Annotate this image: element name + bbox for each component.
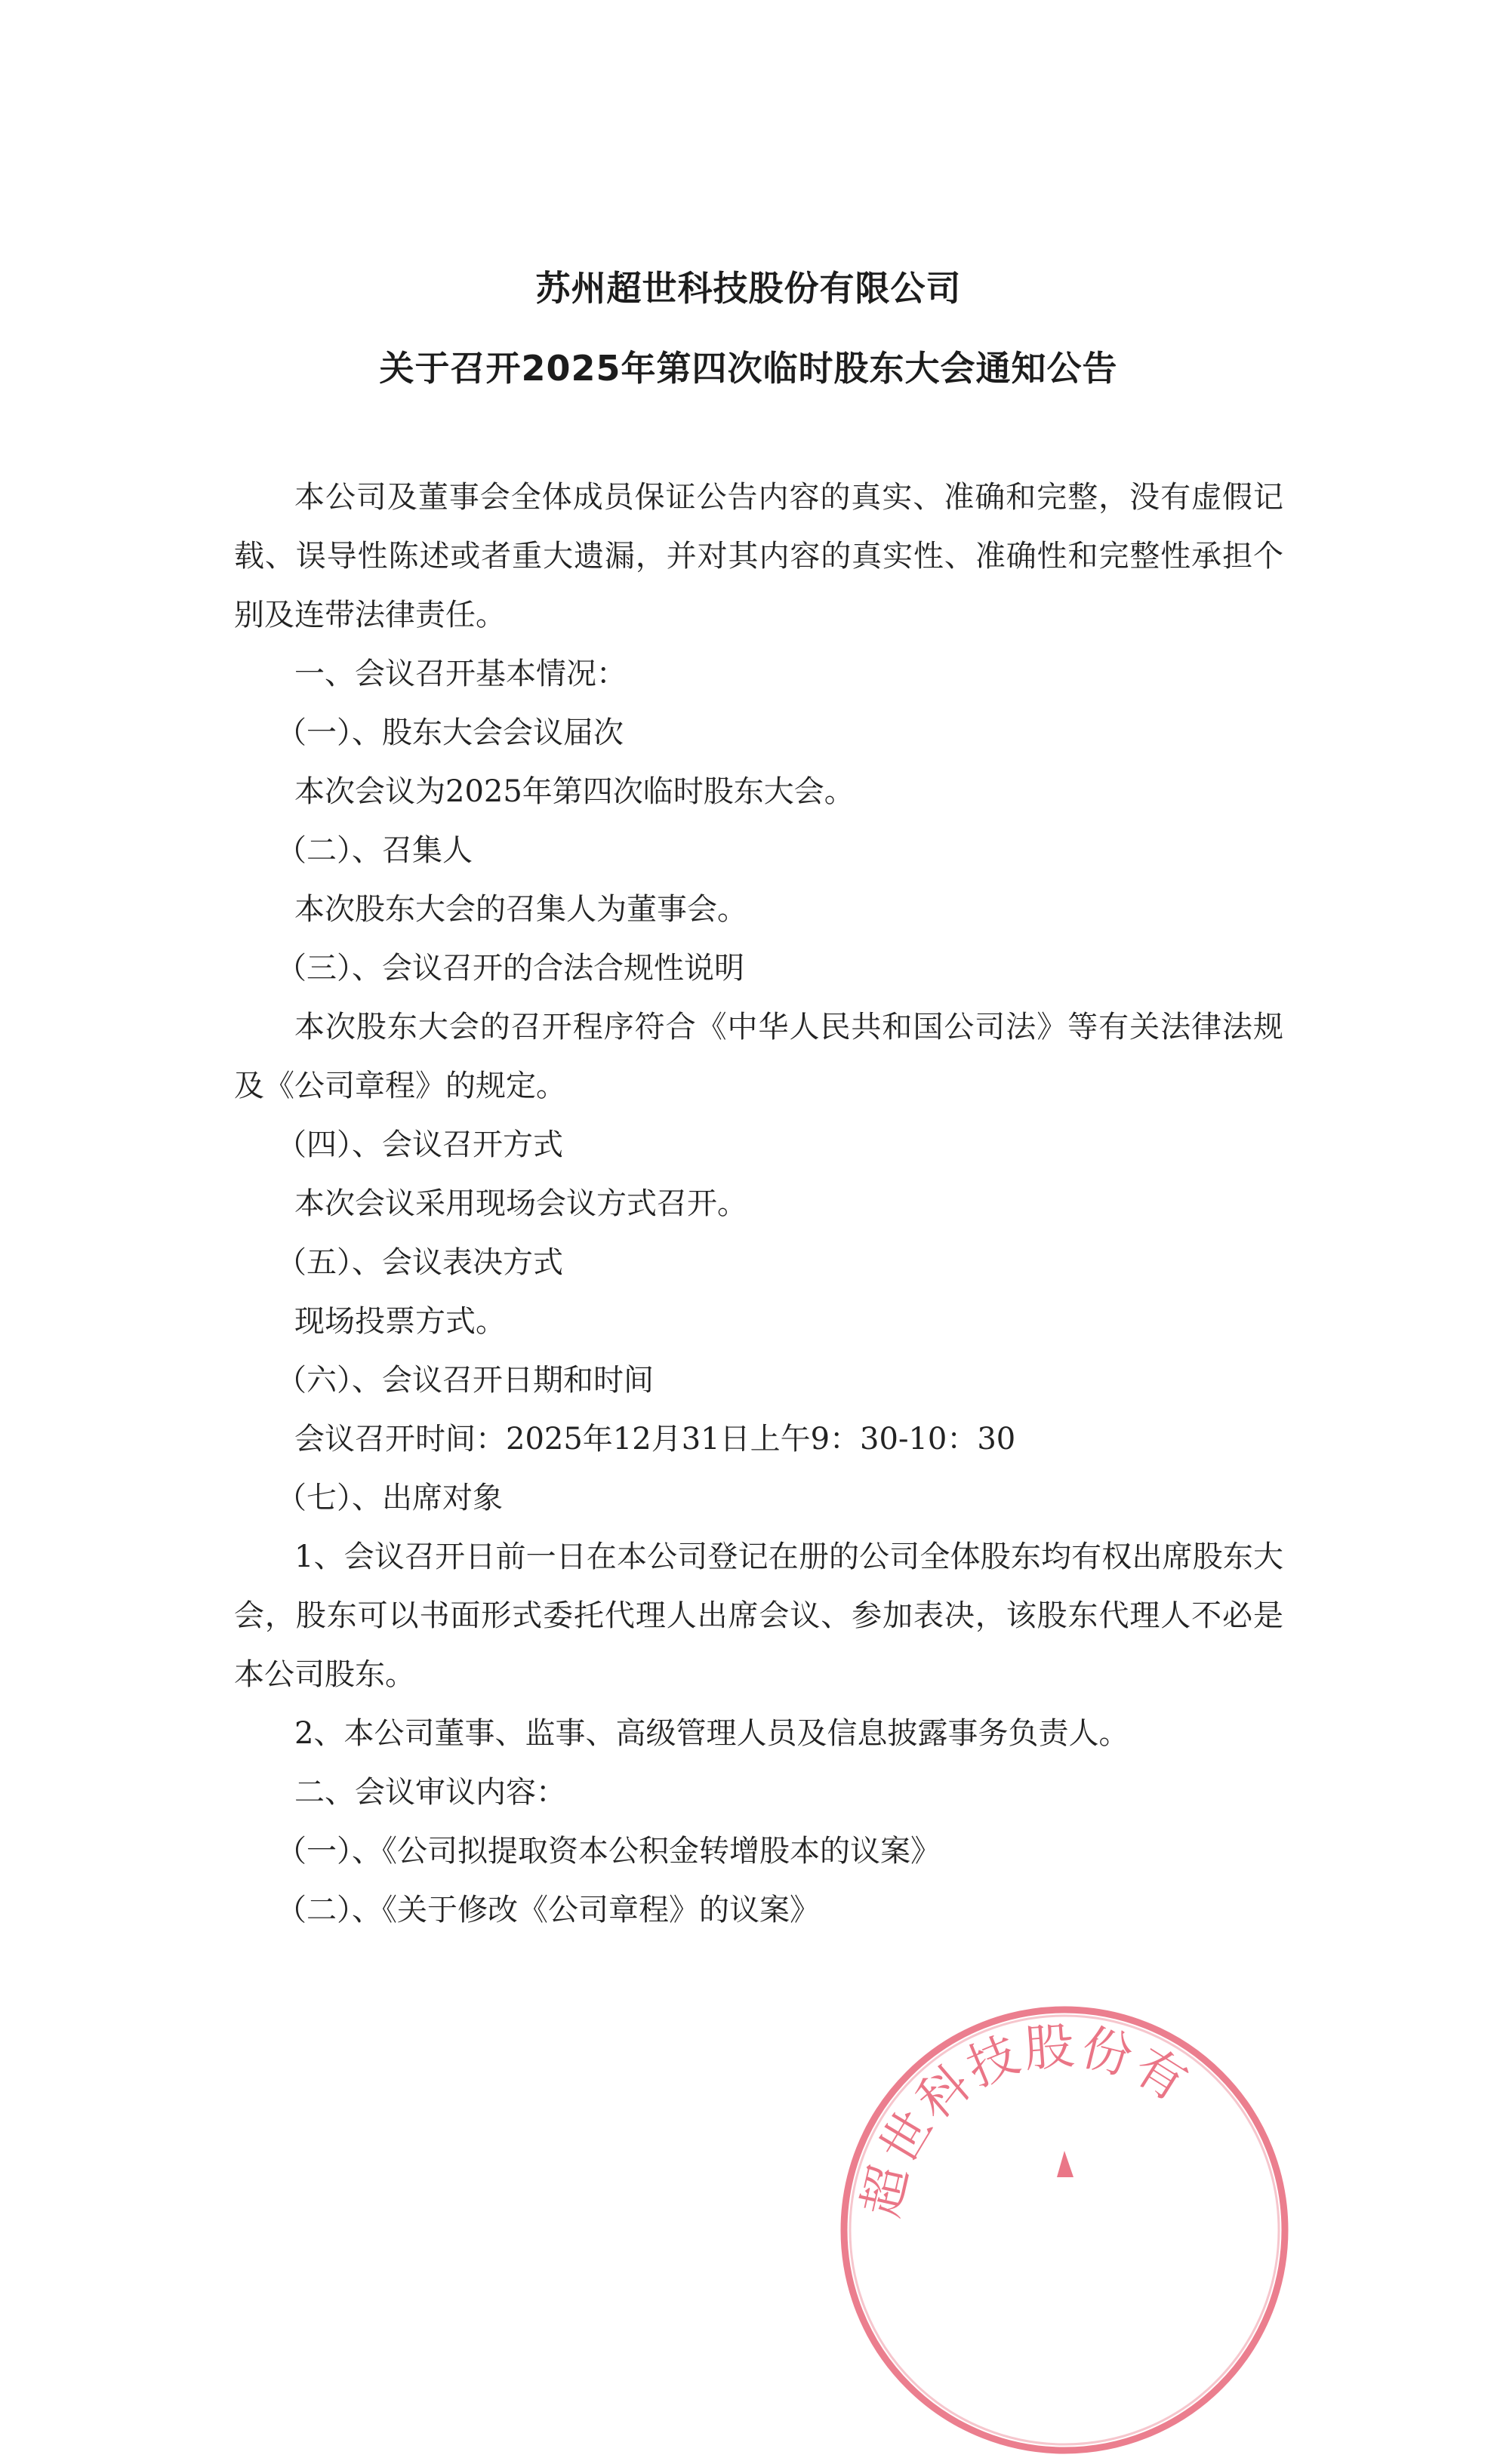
subsection-heading-method: （四）、会议召开方式 xyxy=(276,1127,563,1162)
company-seal-icon xyxy=(830,1996,1298,2464)
company-name-heading: 苏州超世科技股份有限公司 xyxy=(535,268,962,309)
subsection-heading-convener: （二）、召集人 xyxy=(276,833,473,868)
subsection-heading-voting: （五）、会议表决方式 xyxy=(276,1245,563,1280)
paragraph-attendees-1: 1、会议召开日前一日在本公司登记在册的公司全体股东均有权出席股东大会，股东可以书面形式委托代理人出席会议、参加表决，该股东代理人不必是本公司股东。 xyxy=(234,1540,1283,1692)
announcement-title: 关于召开2025年第四次临时股东大会通知公告 xyxy=(379,348,1118,389)
paragraph-session: 本次会议为2025年第四次临时股东大会。 xyxy=(294,774,855,809)
agenda-item-2: （二）、《关于修改《公司章程》的议案》 xyxy=(276,1893,820,1927)
paragraph-attendees-2: 2、本公司董事、监事、高级管理人员及信息披露事务负责人。 xyxy=(294,1716,1129,1751)
subsection-heading-legality: （三）、会议召开的合法合规性说明 xyxy=(276,951,744,986)
document-body xyxy=(234,468,1283,1940)
section-heading-meeting-info: 一、会议召开基本情况： xyxy=(294,657,627,691)
svg-text:超世科技股份有: 超世科技股份有 xyxy=(852,2016,1200,2223)
paragraph-convener: 本次股东大会的召集人为董事会。 xyxy=(294,892,747,927)
subsection-heading-datetime: （六）、会议召开日期和时间 xyxy=(276,1363,654,1398)
subsection-heading-session: （一）、股东大会会议届次 xyxy=(276,715,624,750)
paragraph-datetime: 会议召开时间：2025年12月31日上午9：30-10：30 xyxy=(294,1422,1016,1457)
paragraph-method: 本次会议采用现场会议方式召开。 xyxy=(294,1186,747,1221)
agenda-item-1: （一）、《公司拟提取资本公积金转增股本的议案》 xyxy=(276,1834,941,1869)
disclaimer-paragraph: 本公司及董事会全体成员保证公告内容的真实、准确和完整，没有虚假记载、误导性陈述或者重大遗漏，并对其内容的真实性、准确性和完整性承担个别及连带法律责任。 xyxy=(234,480,1283,632)
paragraph-legality: 本次股东大会的召开程序符合《中华人民共和国公司法》等有关法律法规及《公司章程》的规定。 xyxy=(234,1010,1283,1103)
paragraph-voting: 现场投票方式。 xyxy=(294,1304,506,1339)
subsection-heading-attendees: （七）、出席对象 xyxy=(276,1481,503,1515)
section-heading-agenda: 二、会议审议内容： xyxy=(294,1775,566,1810)
